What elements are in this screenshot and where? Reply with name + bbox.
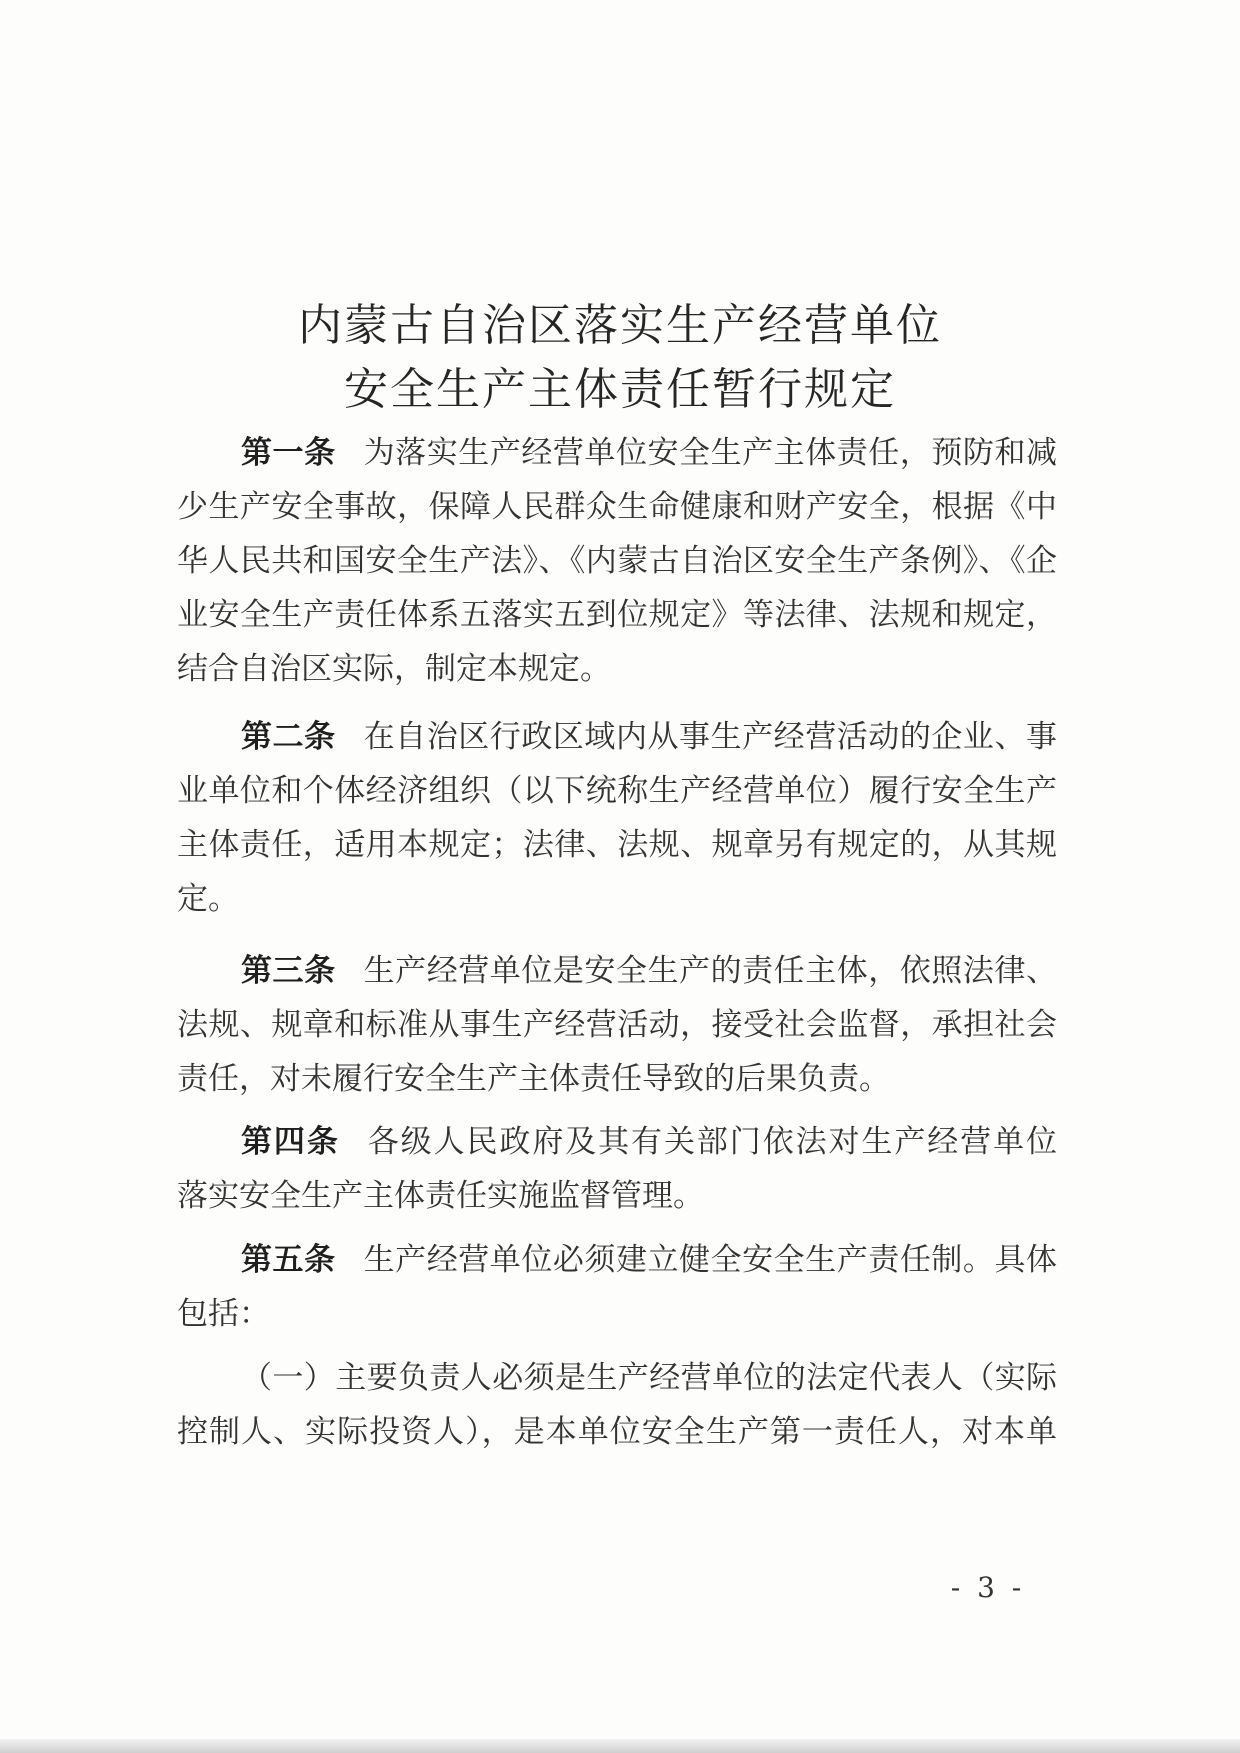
scan-bottom-edge (0, 1739, 1240, 1753)
page-number: - 3 - (950, 1571, 1026, 1604)
document-title-line-1: 内蒙古自治区落实生产经营单位 (298, 300, 942, 351)
article-2-line-4: 定。 (177, 881, 239, 917)
article-3-line-1: 第三条 生产经营单位是安全生产的责任主体，依照法律、 (241, 953, 1057, 989)
article-2-label: 第二条 (241, 719, 336, 755)
article-4-line-1: 第四条 各级人民政府及其有关部门依法对生产经营单位 (241, 1124, 1058, 1160)
item-1-line-2: 控制人、实际投资人），是本单位安全生产第一责任人，对本单 (177, 1414, 1057, 1450)
article-2-line-3: 主体责任，适用本规定；法律、法规、规章另有规定的，从其规 (177, 827, 1057, 863)
article-4-line-2: 落实安全生产主体责任实施监督管理。 (177, 1178, 704, 1214)
item-1-line-1: （一）主要负责人必须是生产经营单位的法定代表人（实际 (241, 1360, 1057, 1396)
article-1-line-5: 结合自治区实际，制定本规定。 (177, 651, 611, 687)
article-3-label: 第三条 (241, 953, 336, 989)
article-1-line-1: 第一条 为落实生产经营单位安全生产主体责任，预防和减 (241, 435, 1057, 471)
article-5-line-2: 包括： (177, 1296, 270, 1332)
article-1-line-4: 业安全生产责任体系五落实五到位规定》等法律、法规和规定， (177, 597, 1057, 633)
document-title-line-2: 安全生产主体责任暂行规定 (344, 364, 896, 415)
article-3-line-2: 法规、规章和标准从事生产经营活动，接受社会监督，承担社会 (177, 1007, 1057, 1043)
article-2-line-1: 第二条 在自治区行政区域内从事生产经营活动的企业、事 (241, 719, 1057, 755)
article-1-line-3: 华人民共和国安全生产法》、《内蒙古自治区安全生产条例》、《企 (177, 543, 1057, 579)
article-3-line-3: 责任，对未履行安全生产主体责任导致的后果负责。 (177, 1061, 890, 1097)
article-5-line-1: 第五条 生产经营单位必须建立健全安全生产责任制。具体 (241, 1242, 1057, 1278)
article-1-line-2: 少生产安全事故，保障人民群众生命健康和财产安全，根据《中 (177, 489, 1057, 525)
article-4-label: 第四条 (241, 1124, 340, 1160)
article-5-label: 第五条 (241, 1242, 336, 1278)
article-2-line-2: 业单位和个体经济组织（以下统称生产经营单位）履行安全生产 (177, 773, 1057, 809)
article-1-label: 第一条 (241, 435, 336, 471)
